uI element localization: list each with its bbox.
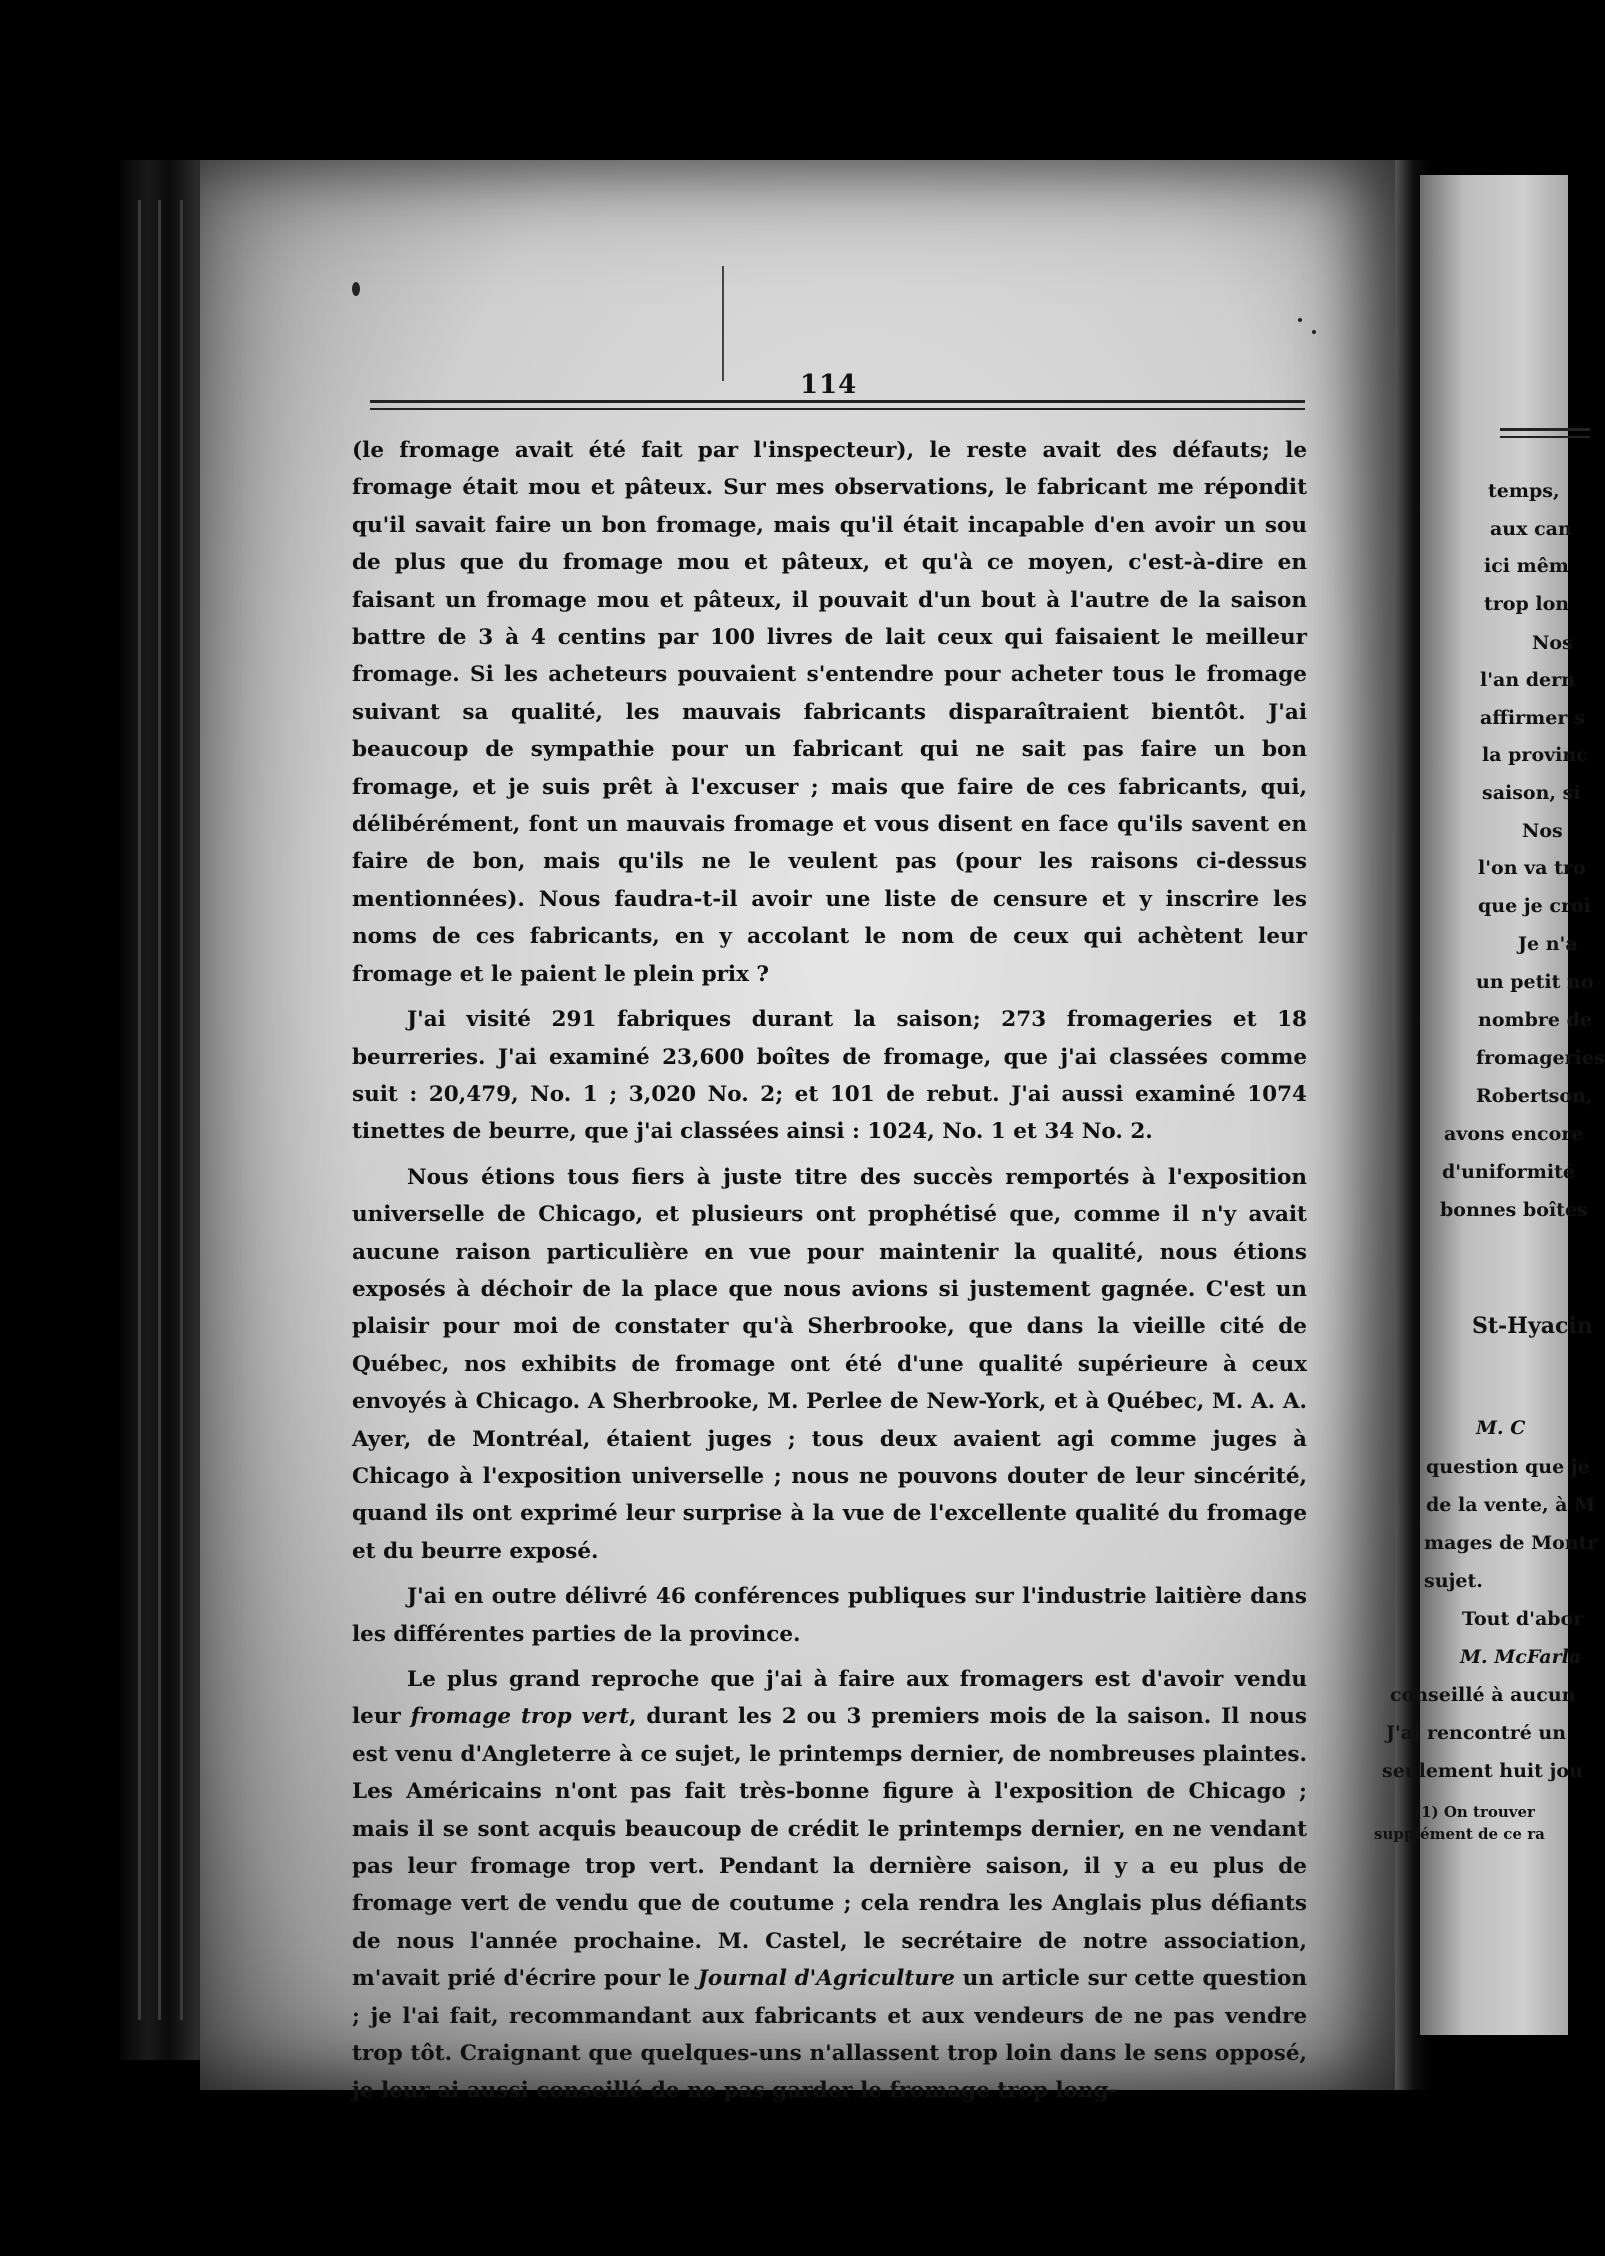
facing-heading-fragment: St-Hyacin — [1472, 1313, 1593, 1339]
facing-text-fragment: fromageries — [1476, 1047, 1605, 1069]
facing-text-fragment: Nos — [1532, 632, 1573, 654]
header-rule-thin — [370, 408, 1305, 410]
facing-text-fragment: la provinc — [1482, 744, 1588, 766]
facing-text-fragment: que je croi — [1478, 895, 1591, 917]
paragraph: Le plus grand reproche que j'ai à faire aux fromagers est d'avoir vendu leur fromage trop vert, durant les 2 ou 3 premiers mois de la saison. Il nous est venu d'Angleterre à ce sujet, le printemps dernier, de nombreuses plaintes. Les Américains n'ont pas fait très-bonne figure à l'exposition de Chicago ; mais il se sont acquis beaucoup de crédit le printemps dernier, en ne vendant pas leur fromage trop vert. Pendant la dernière saison, il y a eu plus de fromage vert de vendu que de coutume ; cela rendra les Anglais plus défiants de nous l'année prochaine. M. Castel, le secrétaire de notre association, m'avait prié d'écrire pour le Journal d'Agriculture un article sur cette question ; je l'ai fait, recommandant aux fabricants et aux vendeurs de ne pas vendre trop tôt. Craignant que quelques-uns n'allassent trop loin dans le sens opposé, je leur ai aussi conseillé de ne pas garder le fromage trop long- — [352, 1667, 1307, 2104]
facing-text-fragment: Robertson, — [1476, 1085, 1593, 1107]
italic-phrase: fromage trop vert — [410, 1704, 629, 1730]
facing-text-fragment: trop lon — [1484, 593, 1570, 615]
facing-text-fragment: seulement huit jou — [1382, 1760, 1583, 1782]
facing-text-fragment: ici mêm — [1484, 555, 1569, 577]
facing-text-fragment: M. C — [1476, 1417, 1526, 1439]
facing-text-fragment: Je n'a — [1518, 933, 1578, 955]
page-number: 114 — [800, 370, 858, 400]
facing-text-fragment: de la vente, à M — [1426, 1494, 1596, 1516]
header-rule-thin — [1500, 436, 1590, 438]
facing-text-fragment: l'an dern — [1480, 669, 1575, 691]
facing-footnote-fragment: supplément de ce ra — [1374, 1825, 1545, 1843]
facing-text-fragment: mages de Montr — [1424, 1532, 1598, 1554]
pencil-mark — [722, 266, 724, 381]
header-rule — [370, 400, 1305, 403]
italic-title: Journal d'Agriculture — [697, 1966, 955, 1992]
facing-page — [1374, 175, 1605, 2035]
facing-text-fragment: M. McFarla — [1460, 1646, 1582, 1668]
ink-speck — [1312, 330, 1316, 334]
facing-footnote-fragment: (1) On trouver — [1414, 1803, 1535, 1821]
facing-text-fragment: nombre de — [1478, 1009, 1592, 1031]
facing-text-fragment: aux can — [1490, 518, 1572, 540]
paragraph: Nous étions tous fiers à juste titre des succès remportés à l'exposition universelle de Chicago, et plusieurs ont prophétisé que, comme il n'y avait aucune raison particulière en vue pour maintenir la qualité, nous étions exposés à déchoir de la place que nous avions si justement gagnée. C'est un plaisir pour moi de constater qu'à Sherbrooke, que dans la vieille cité de Québec, nos exhibits de fromage ont été d'une qualité supérieure à ceux envoyés à Chicago. A Sherbrooke, M. Perlee de New-York, et à Québec, M. A. A. Ayer, de Montréal, étaient juges ; tous deux avaient agi comme juges à Chicago à l'exposition universelle ; nous ne pouvons douter de leur sincérité, quand ils ont exprimé leur surprise à la vue de l'excellente qualité du fromage et du beurre exposé. — [352, 1164, 1307, 1564]
facing-text-fragment: conseillé à aucun — [1390, 1684, 1576, 1706]
facing-text-fragment: l'on va tro — [1478, 857, 1586, 879]
paragraph: (le fromage avait été fait par l'inspecteur), le reste avait des défauts; le fromage était mou et pâteux. Sur mes observations, le fabricant me répondit qu'il savait faire un bon fromage, mais qu'il était incapable d'en avoir un sou de plus que du fromage mou et pâteux, et qu'à ce moyen, c'est-à-dire en faisant un fromage mou et pâteux, il pouvait d'un bout à l'autre de la saison battre de 3 à 4 centins par 100 livres de lait ceux qui faisaient le meilleur fromage. Si les acheteurs pouvaient s'entendre pour acheter tous le fromage suivant sa qualité, les mauvais fabricants disparaîtraient bientôt. J'ai beaucoup de sympathie pour un fabricant qui ne sait pas faire un bon fromage, et je suis prêt à l'excuser ; mais que faire de ces fabricants, qui, délibérément, font un mauvais fromage et vous disent en face qu'ils savent en faire de bon, mais qu'ils ne le veulent pas (pour les raisons ci-dessus mentionnées). Nous faudra-t-il avoir une liste de censure et y inscrire les noms de ces fabricants, en y accolant le nom de ceux qui achètent leur fromage et le paient le plein prix ? — [352, 438, 1307, 987]
facing-text-fragment: saison, si — [1482, 782, 1581, 804]
facing-text-fragment: Nos — [1522, 820, 1563, 842]
facing-text-fragment: temps, — [1488, 480, 1560, 502]
facing-text-fragment: question que je — [1426, 1456, 1590, 1478]
facing-text-fragment: J'ai rencontré un — [1386, 1722, 1567, 1744]
facing-text-fragment: d'uniformité — [1442, 1161, 1575, 1183]
paragraph: J'ai en outre délivré 46 conférences publiques sur l'industrie laitière dans les différentes parties de la province. — [352, 1584, 1307, 1647]
header-rule — [1500, 428, 1590, 431]
paragraph: J'ai visité 291 fabriques durant la saison; 273 fromageries et 18 beurreries. J'ai examiné 23,600 boîtes de fromage, que j'ai classées comme suit : 20,479, No. 1 ; 3,020 No. 2; et 101 de rebut. J'ai aussi examiné 1074 tinettes de beurre, que j'ai classées ainsi : 1024, No. 1 et 34 No. 2. — [352, 1007, 1307, 1145]
ink-speck — [352, 282, 360, 296]
facing-text-fragment: bonnes boîtes — [1440, 1199, 1588, 1221]
facing-text-fragment: affirmer s — [1480, 707, 1585, 729]
facing-text-fragment: un petit no — [1476, 971, 1594, 993]
page-body — [352, 432, 1307, 2110]
facing-text-fragment: sujet. — [1424, 1570, 1483, 1592]
facing-text-fragment: Tout d'abor — [1462, 1608, 1584, 1630]
ink-speck — [1298, 318, 1302, 322]
facing-text-fragment: avons encore — [1444, 1123, 1584, 1145]
